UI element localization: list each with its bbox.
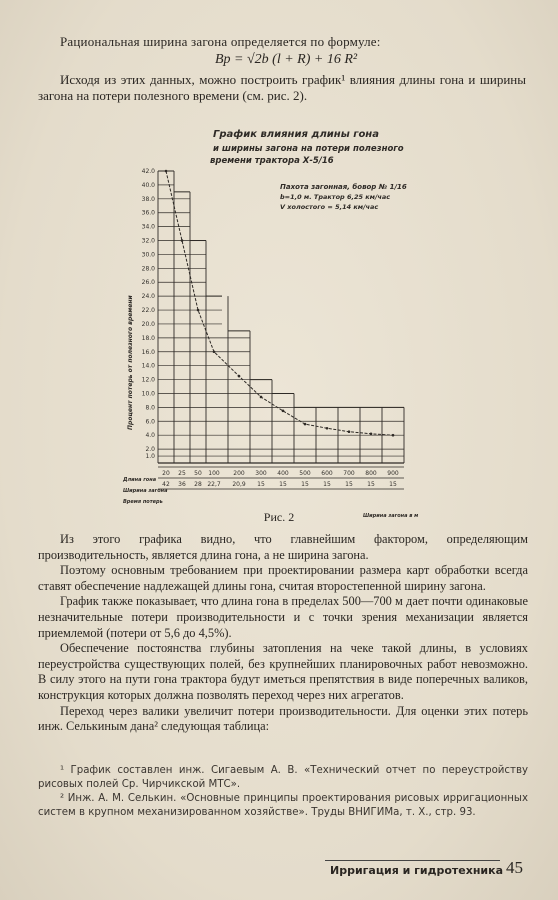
table-cell: 500 [299,470,311,477]
y-tick-label: 36.0 [141,209,155,217]
table-cell: 15 [279,481,287,488]
legend-line-2: b=1,0 м. Трактор 6,25 км/час [280,193,391,201]
table-cell: 200 [233,470,245,477]
footnote-1: ¹ График составлен инж. Сигаевым А. В. «Технический отчет по переустройству рисовых полей Ср. Чирчикской МТС». [38,765,528,790]
figure-title-2: и ширины загона на потери полезного [213,144,404,154]
formula: Bр = √2b (l + R) + 16 R² [215,52,358,67]
chart-grid [158,171,404,463]
table-cell: 15 [367,481,375,488]
legend-line-3: V холостого = 5,14 км/час [280,203,379,211]
table-cell: 15 [323,481,331,488]
table-cell: 800 [365,470,377,477]
table-cell: 15 [389,481,397,488]
y-tick-label: 22.0 [141,307,155,315]
y-tick-label: 8.0 [145,404,155,412]
y-tick-label: 4.0 [145,432,155,440]
y-tick-label: 34.0 [141,223,155,231]
row-label-loss: Время потерь [123,499,163,505]
formula-intro: Рациональная ширина загона определяется по формуле: [60,34,381,49]
row-label-width: Ширина загона [123,488,168,494]
y-tick-label: 28.0 [141,265,155,273]
footnote-2: ² Инж. А. М. Селькин. «Основные принципы проектирования рисовых ирригационных систем в крупном механизированном хозяйстве». Труды ВНИГИМа, т. X., стр. 93. [38,793,528,818]
body-text [38,532,528,735]
y-tick-label: 30.0 [141,251,155,259]
y-tick-label: 24.0 [141,293,155,301]
paragraph-2: Поэтому основным требованием при проектировании размера карт обработки всегда ставят обеспечение надлежащей длины гона, считая второстепенной ширину загона. [38,563,528,593]
table-cell: 15 [301,481,309,488]
table-cell: 300 [255,470,267,477]
y-tick-label: 42.0 [141,168,155,175]
table-cell: 600 [321,470,333,477]
intro-paragraph: Исходя из этих данных, можно построить график¹ влияния длины гона и ширины загона на потери полезного времени (см. рис. 2). [38,72,526,103]
chart-table [158,467,404,489]
table-cell: 50 [194,470,202,477]
table-cell: 28 [194,481,202,488]
paragraph-3: График также показывает, что длина гона в пределах 500—700 м дает почти одинаковые незначительные потери производительности и с точки зрения механизации является приемлемой (потери от 5,6 до 4,5%). [38,594,528,640]
legend-line-1: Пахота загонная, бовор № 1/16 [280,183,407,191]
row-label-length: Длина гона [123,477,157,483]
y-tick-label: 40.0 [141,181,155,189]
figure-title-3: времени трактора Х-5/16 [210,156,334,166]
table-cell: 700 [343,470,355,477]
y-tick-label: 2.0 [145,446,155,454]
paragraph-5: Переход через валики увеличит потери производительности. Для оценки этих потерь инж. Селькиным дана² следующая таблица: [38,703,528,734]
table-cell: 900 [387,470,399,477]
table-cell: 20,9 [232,481,246,488]
table-cell: 400 [277,470,289,477]
y-axis-label: Процент потерь от полезного времени [127,295,134,430]
table-cell: 15 [257,481,265,488]
figure [118,125,448,525]
journal-name: Ирригация и гидротехника [330,864,504,877]
figure-title-1: График влияния длины гона [213,129,379,140]
y-ticks [142,168,156,460]
y-tick-label: 18.0 [141,334,155,342]
figure-caption: Рис. 2 [263,510,295,524]
table-cell: 100 [208,470,220,477]
paragraph-1: Из этого графика видно, что главнейшим фактором, определяющим производительность, является длина гона, а не ширина загона. [38,532,528,562]
y-tick-label: 12.0 [141,376,155,384]
table-cell: 20 [162,470,170,477]
chart [118,125,448,525]
footnotes [38,764,528,820]
table-cell: 36 [178,481,186,488]
y-tick-label: 16.0 [141,348,155,356]
page-number: 45 [506,858,523,877]
y-tick-label: 38.0 [141,195,155,203]
paragraph-4: Обеспечение постоянства глубины затопления на чеке такой длины, в условиях переустройства существующих полей, без крупнейших планировочных работ невозможно. В силу этого на пути гона трактора будут иметься препятствия в виде поперечных валиков, конструкция которых должна позволять переход через них агрегатов. [38,641,528,702]
y-tick-label: 26.0 [141,279,155,287]
footer-rule [325,860,500,861]
y-tick-label: 6.0 [145,418,155,426]
y-tick-label: 20.0 [141,320,155,328]
y-tick-label: 32.0 [141,237,155,245]
table-cell: 25 [178,470,186,477]
y-tick-label: 10.0 [141,390,155,398]
y-tick-label: 1.0 [145,453,155,461]
table-cell: 22,7 [207,481,221,488]
y-tick-label: 14.0 [141,362,155,370]
table-cell: 15 [345,481,353,488]
table-cell: 42 [162,481,170,488]
x-axis-note: Ширина загона в м [363,513,419,519]
